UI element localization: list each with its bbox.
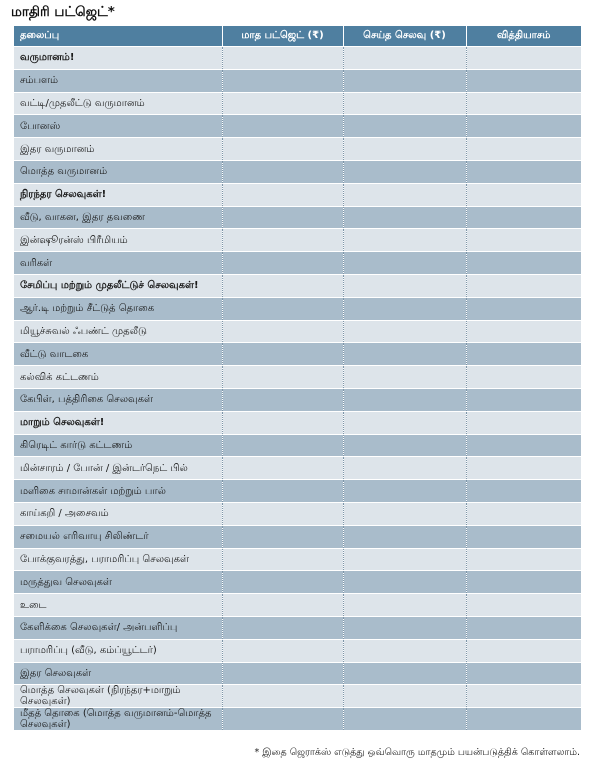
- spent-cell[interactable]: [343, 92, 466, 115]
- budget-cell[interactable]: [222, 434, 343, 457]
- row-label: வீடு, வாகன, இதர தவணை: [14, 206, 222, 229]
- spent-cell[interactable]: [343, 206, 466, 229]
- difference-cell[interactable]: [466, 274, 581, 297]
- spent-cell[interactable]: [343, 685, 466, 708]
- row-label: கல்விக் கட்டணம்: [14, 366, 222, 389]
- row-label: இன்ஷூரன்ஸ் பிரீமியம்: [14, 229, 222, 252]
- table-row: [14, 616, 581, 639]
- difference-cell[interactable]: [466, 160, 581, 183]
- budget-cell[interactable]: [222, 206, 343, 229]
- header-monthly-budget: மாத பட்ஜெட் (₹): [222, 26, 343, 47]
- table-row: [14, 594, 581, 617]
- table-row: [14, 69, 581, 92]
- table-row: [14, 115, 581, 138]
- budget-cell[interactable]: [222, 297, 343, 320]
- difference-cell[interactable]: [466, 594, 581, 617]
- spent-cell[interactable]: [343, 297, 466, 320]
- budget-cell[interactable]: [222, 92, 343, 115]
- difference-cell[interactable]: [466, 480, 581, 503]
- row-label: பராமரிப்பு (வீடு, கம்ப்யூட்டர்): [14, 639, 222, 662]
- difference-cell[interactable]: [466, 138, 581, 161]
- difference-cell[interactable]: [466, 297, 581, 320]
- budget-cell[interactable]: [222, 138, 343, 161]
- row-label: போக்குவரத்து, பராமரிப்பு செலவுகள்: [14, 548, 222, 571]
- spent-cell[interactable]: [343, 457, 466, 480]
- table-row: [14, 525, 581, 548]
- row-label: மளிகை சாமான்கள் மற்றும் பால்: [14, 480, 222, 503]
- budget-cell[interactable]: [222, 594, 343, 617]
- difference-cell[interactable]: [466, 229, 581, 252]
- table-row: [14, 92, 581, 115]
- budget-cell[interactable]: [222, 47, 343, 70]
- budget-cell[interactable]: [222, 457, 343, 480]
- table-row: [14, 297, 581, 320]
- table-row: [14, 480, 581, 503]
- difference-cell[interactable]: [466, 639, 581, 662]
- row-label: மியூச்சுவல் ஃபண்ட் முதலீடு: [14, 320, 222, 343]
- spent-cell[interactable]: [343, 229, 466, 252]
- difference-cell[interactable]: [466, 92, 581, 115]
- difference-cell[interactable]: [466, 366, 581, 389]
- row-label: மருத்துவ செலவுகள்: [14, 571, 222, 594]
- table-row: [14, 685, 581, 708]
- section-heading: வருமானம்!: [14, 47, 222, 70]
- spent-cell[interactable]: [343, 411, 466, 434]
- spent-cell[interactable]: [343, 502, 466, 525]
- budget-cell[interactable]: [222, 411, 343, 434]
- budget-cell[interactable]: [222, 343, 343, 366]
- budget-cell[interactable]: [222, 366, 343, 389]
- budget-cell[interactable]: [222, 160, 343, 183]
- spent-cell[interactable]: [343, 252, 466, 275]
- section-row: [14, 411, 581, 434]
- difference-cell[interactable]: [466, 411, 581, 434]
- row-label: இதர செலவுகள்: [14, 662, 222, 685]
- difference-cell[interactable]: [466, 343, 581, 366]
- table-row: [14, 229, 581, 252]
- row-label: வீட்டு வாடகை: [14, 343, 222, 366]
- spent-cell[interactable]: [343, 639, 466, 662]
- budget-cell[interactable]: [222, 662, 343, 685]
- row-label: காய்கறி / அசைவம்: [14, 502, 222, 525]
- row-label: சம்பளம்: [14, 69, 222, 92]
- difference-cell[interactable]: [466, 708, 581, 731]
- row-label: ஆர்.டி மற்றும் சீட்டுத் தொகை: [14, 297, 222, 320]
- table-row: [14, 388, 581, 411]
- difference-cell[interactable]: [466, 616, 581, 639]
- spent-cell[interactable]: [343, 662, 466, 685]
- spent-cell[interactable]: [343, 571, 466, 594]
- table-row: [14, 343, 581, 366]
- table-row: [14, 457, 581, 480]
- difference-cell[interactable]: [466, 47, 581, 70]
- row-label: மின்சாரம் / போன் / இன்டர்நெட் பில்: [14, 457, 222, 480]
- spent-cell[interactable]: [343, 434, 466, 457]
- table-row: [14, 548, 581, 571]
- row-label: வட்டி/முதலீட்டு வருமானம்: [14, 92, 222, 115]
- difference-cell[interactable]: [466, 206, 581, 229]
- table-header-row: [14, 26, 581, 47]
- header-heading: தலைப்பு: [14, 26, 222, 47]
- spent-cell[interactable]: [343, 708, 466, 731]
- section-heading: மாறும் செலவுகள்!: [14, 411, 222, 434]
- row-label: உடை: [14, 594, 222, 617]
- row-label: சமையல் எரிவாயு சிலிண்டர்: [14, 525, 222, 548]
- difference-cell[interactable]: [466, 183, 581, 206]
- section-row: [14, 47, 581, 70]
- table-row: [14, 320, 581, 343]
- budget-cell[interactable]: [222, 708, 343, 731]
- budget-cell[interactable]: [222, 571, 343, 594]
- budget-cell[interactable]: [222, 388, 343, 411]
- budget-cell[interactable]: [222, 502, 343, 525]
- spent-cell[interactable]: [343, 69, 466, 92]
- budget-cell[interactable]: [222, 548, 343, 571]
- spent-cell[interactable]: [343, 47, 466, 70]
- spent-cell[interactable]: [343, 594, 466, 617]
- row-label: மொத்த வருமானம்: [14, 160, 222, 183]
- difference-cell[interactable]: [466, 115, 581, 138]
- row-label: இதர வருமானம்: [14, 138, 222, 161]
- difference-cell[interactable]: [466, 502, 581, 525]
- budget-cell[interactable]: [222, 685, 343, 708]
- difference-cell[interactable]: [466, 320, 581, 343]
- budget-cell[interactable]: [222, 115, 343, 138]
- spent-cell[interactable]: [343, 616, 466, 639]
- section-heading: நிரந்தர செலவுகள்!: [14, 183, 222, 206]
- page-title: மாதிரி பட்ஜெட்*: [11, 4, 115, 20]
- budget-cell[interactable]: [222, 274, 343, 297]
- budget-cell[interactable]: [222, 525, 343, 548]
- table-row: [14, 138, 581, 161]
- spent-cell[interactable]: [343, 343, 466, 366]
- difference-cell[interactable]: [466, 434, 581, 457]
- section-heading: சேமிப்பு மற்றும் முதலீட்டுச் செலவுகள்!: [14, 274, 222, 297]
- spent-cell[interactable]: [343, 115, 466, 138]
- budget-cell[interactable]: [222, 480, 343, 503]
- table-row: [14, 662, 581, 685]
- difference-cell[interactable]: [466, 685, 581, 708]
- row-label: வரிகள்: [14, 252, 222, 275]
- table-row: [14, 160, 581, 183]
- table-row: [14, 366, 581, 389]
- row-label: மொத்த செலவுகள் (நிரந்தர+மாறும் செலவுகள்): [14, 685, 222, 708]
- spent-cell[interactable]: [343, 160, 466, 183]
- spent-cell[interactable]: [343, 480, 466, 503]
- difference-cell[interactable]: [466, 388, 581, 411]
- difference-cell[interactable]: [466, 662, 581, 685]
- budget-cell[interactable]: [222, 616, 343, 639]
- table-row: [14, 708, 581, 731]
- row-label: கிரெடிட் கார்டு கட்டணம்: [14, 434, 222, 457]
- difference-cell[interactable]: [466, 69, 581, 92]
- footnote: * இதை ஜெராக்ஸ் எடுத்து ஒவ்வொரு மாதமும் பயன்படுத்திக் கொள்ளலாம்.: [254, 747, 580, 758]
- row-label: போனஸ்: [14, 115, 222, 138]
- section-row: [14, 274, 581, 297]
- spent-cell[interactable]: [343, 525, 466, 548]
- table-row: [14, 571, 581, 594]
- difference-cell[interactable]: [466, 525, 581, 548]
- table-row: [14, 434, 581, 457]
- budget-table: [14, 26, 581, 731]
- row-label: மீதத் தொகை (மொத்த வருமானம்-மொத்த செலவுகள்): [14, 708, 222, 731]
- spent-cell[interactable]: [343, 320, 466, 343]
- row-label: கேபிள், பத்திரிகை செலவுகள்: [14, 388, 222, 411]
- header-difference: வித்தியாசம்: [466, 26, 581, 47]
- row-label: கேளிக்கை செலவுகள்/ அன்பளிப்பு: [14, 616, 222, 639]
- budget-cell[interactable]: [222, 69, 343, 92]
- budget-cell[interactable]: [222, 320, 343, 343]
- table-row: [14, 639, 581, 662]
- table-row: [14, 206, 581, 229]
- difference-cell[interactable]: [466, 252, 581, 275]
- budget-cell[interactable]: [222, 183, 343, 206]
- difference-cell[interactable]: [466, 571, 581, 594]
- spent-cell[interactable]: [343, 183, 466, 206]
- table-row: [14, 252, 581, 275]
- header-actual-spent: செய்த செலவு (₹): [343, 26, 466, 47]
- spent-cell[interactable]: [343, 388, 466, 411]
- spent-cell[interactable]: [343, 138, 466, 161]
- budget-cell[interactable]: [222, 639, 343, 662]
- budget-cell[interactable]: [222, 252, 343, 275]
- difference-cell[interactable]: [466, 457, 581, 480]
- section-row: [14, 183, 581, 206]
- spent-cell[interactable]: [343, 274, 466, 297]
- table-row: [14, 502, 581, 525]
- spent-cell[interactable]: [343, 366, 466, 389]
- spent-cell[interactable]: [343, 548, 466, 571]
- budget-cell[interactable]: [222, 229, 343, 252]
- difference-cell[interactable]: [466, 548, 581, 571]
